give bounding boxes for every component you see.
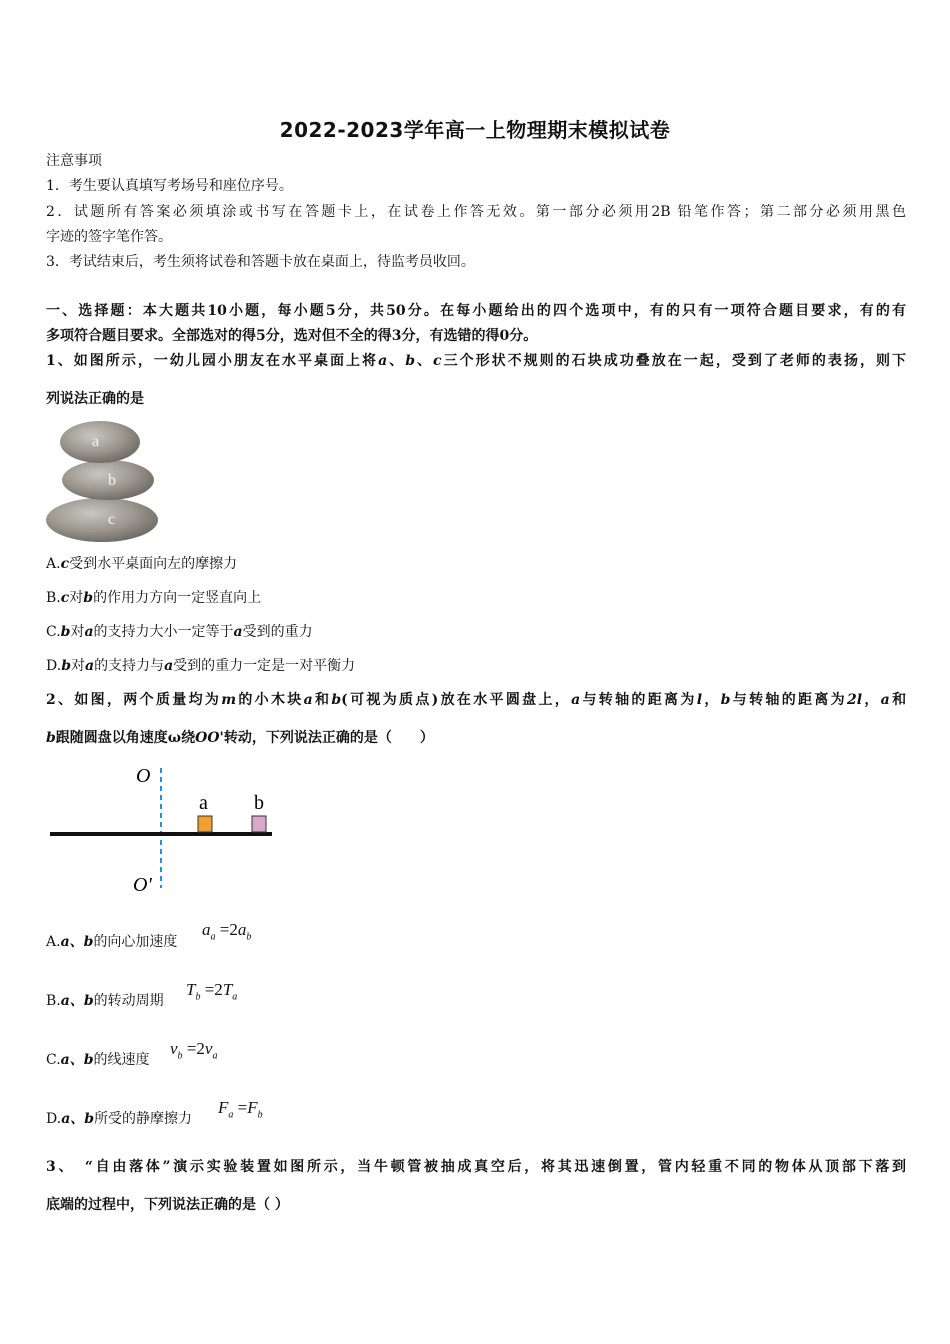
notice-item-1: 1．考生要认真填写考场号和座位序号。	[46, 178, 293, 194]
q1-stem-line1: 1、如图所示，一幼儿园小朋友在水平桌面上将a、b、c三个形状不规则的石块成功叠放在一起，受到了老师的表扬，则下	[46, 353, 906, 369]
axis-label-o-prime: O'	[133, 874, 152, 896]
rotating-disk-diagram	[46, 758, 278, 898]
notice-item-3: 3．考试结束后，考生须将试卷和答题卡放在桌面上，待监考员收回。	[46, 254, 475, 270]
q2-option-a: A.a、b的向心加速度	[46, 934, 178, 950]
notice-item-2-cont: 字迹的签字笔作答。	[46, 229, 172, 245]
stacked-stones-image	[44, 418, 160, 542]
q1-stem-line2: 列说法正确的是	[46, 391, 144, 407]
notice-heading: 注意事项	[46, 153, 102, 169]
stone-c	[46, 498, 158, 542]
q3-stem-line2: 底端的过程中，下列说法正确的是（ ）	[46, 1197, 289, 1213]
q2-option-c: C.a、b的线速度	[46, 1052, 150, 1068]
q2-option-c-formula: $v_b =2v_a$	[170, 1039, 218, 1062]
q1-option-d: D.b对a的支持力与a受到的重力一定是一对平衡力	[46, 658, 356, 674]
block-b	[252, 816, 266, 832]
block-a	[198, 816, 212, 832]
stone-label-c: c	[108, 511, 116, 528]
axis-label-o: O	[136, 765, 151, 787]
q1-option-a: A.c受到水平桌面向左的摩擦力	[46, 556, 238, 572]
notice-item-2: 2．试题所有答案必须填涂或书写在答题卡上，在试卷上作答无效。第一部分必须用2B 铅笔作答；第二部分必须用黑色	[46, 204, 906, 220]
q3-stem-line1: 3、 “自由落体”演示实验装置如图所示，当牛顿管被抽成真空后，将其迅速倒置，管内轻重不同的物体从顶部下落到	[46, 1159, 906, 1175]
q2-stem-line2: b跟随圆盘以角速度ω绕OO'转动，下列说法正确的是（ ）	[46, 730, 434, 746]
section-instruction-line1: 一、选择题：本大题共10小题，每小题5分，共50分。在每小题给出的四个选项中，有的只有一项符合题目要求，有的有	[46, 303, 906, 319]
stone-label-a: a	[92, 433, 100, 450]
q2-option-d: D.a、b所受的静摩擦力	[46, 1111, 193, 1127]
stone-a	[60, 421, 140, 463]
page-title: 2022-2023学年高一上物理期末模拟试卷	[279, 118, 671, 142]
q1-option-c: C.b对a的支持力大小一定等于a受到的重力	[46, 624, 313, 640]
q2-option-d-formula: $F_a =F_b$	[218, 1098, 263, 1121]
q2-option-b: B.a、b的转动周期	[46, 993, 164, 1009]
q2-stem-line1: 2、如图，两个质量均为m的小木块a和b(可视为质点)放在水平圆盘上，a与转轴的距离为l，b与转轴的距离为2l，a和	[46, 692, 907, 708]
block-label-b: b	[254, 792, 264, 814]
block-label-a: a	[199, 792, 208, 814]
q2-option-b-formula: $T_b =2T_a$	[186, 980, 238, 1003]
section-instruction-line2: 多项符合题目要求。全部选对的得5分，选对但不全的得3分，有选错的得0分。	[46, 328, 538, 344]
q2-option-a-formula: $a_a =2a_b$	[202, 920, 252, 943]
stone-label-b: b	[108, 472, 116, 489]
q1-option-b: B.c对b的作用力方向一定竖直向上	[46, 590, 262, 606]
